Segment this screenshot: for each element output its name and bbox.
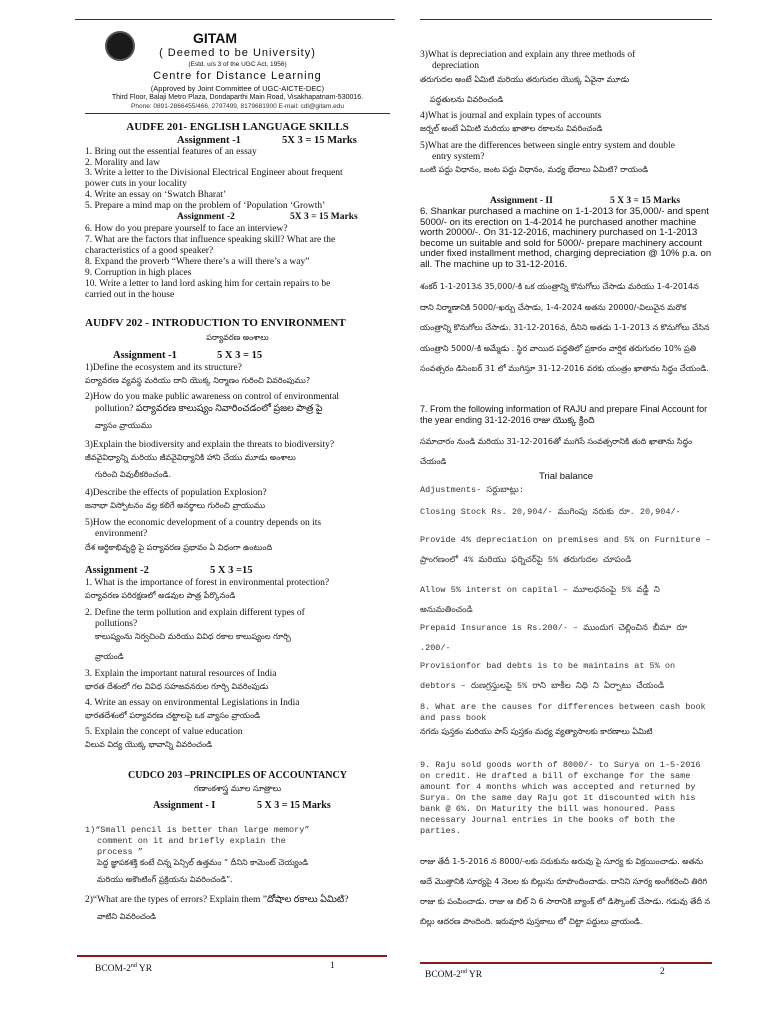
phone-line: Phone: 0891-2866455/466, 2797499, 8179681900 E-mail: cdl@gitam.edu bbox=[131, 103, 344, 110]
env-q5-te: దేశ ఆర్థికాభివృద్ధి పై పర్యావరణ ప్రభావం ఏ విధంగా ఉంటుంది bbox=[85, 543, 273, 552]
env-q1-te: పర్యావరణ వ్యవస్థ మరియు దాని యొక్క నిర్మాణం గురించి వివరింపుము? bbox=[85, 376, 311, 385]
r-q3a: 3)What is depreciation and explain any three methods of bbox=[420, 50, 636, 60]
header-rule bbox=[85, 113, 390, 114]
env-title-te: పర్యావరణ అంశాలు bbox=[206, 333, 269, 342]
footer-left-right: BCOM-2nd YR bbox=[425, 969, 483, 981]
acc-q2: 2)“What are the types of errors? Explain them ”దోషాల రకాలు ఏమిటి? bbox=[85, 895, 349, 905]
eng-q6: 6. How do you prepare yourself to face an interview? bbox=[85, 224, 288, 234]
env2-q2a: 2. Define the term pollution and explain different types of bbox=[85, 608, 305, 618]
env-q2b: pollution? పర్యావరణ కాలుష్యం నివారించడంలో ప్రజల పాత్ర పై bbox=[95, 404, 323, 414]
top-rule bbox=[75, 19, 395, 20]
r-a2: Assignment - II bbox=[490, 196, 553, 206]
address-line: Third Floor, Balaji Metro Plaza, Dondaparthi Main Road, Visakhapatnam-530016. bbox=[111, 94, 364, 101]
eng-q10a: 10. Write a letter to land lord asking him for certain repairs to be bbox=[85, 279, 331, 289]
acc-a1: Assignment - I bbox=[153, 800, 216, 811]
org-name: GITAM bbox=[193, 30, 238, 46]
eng-a2: Assignment -2 bbox=[177, 212, 235, 222]
centre-line: Centre for Distance Learning bbox=[153, 70, 322, 82]
acc-q1-te2: మరియు అకౌంటింగ్ ప్రక్రియను వివరించండి”. bbox=[97, 875, 233, 884]
eng-title: AUDFE 201- ENGLISH LANGUAGE SKILLS bbox=[126, 121, 349, 133]
estd-line: (Estd. u/s 3 of the UGC Act, 1956) bbox=[188, 61, 287, 68]
env-a2: Assignment -2 bbox=[85, 565, 149, 576]
env-title: AUDFV 202 - INTRODUCTION TO ENVIRONMENT bbox=[85, 317, 346, 329]
env2-q3-te: భారత దేశంలో గల వివిధ సహజవనరుల గూర్చి వివరింపుడు bbox=[85, 682, 269, 691]
eng-q5: 5. Prepare a mind map on the problem of ‘Population ‘Growth’ bbox=[85, 201, 326, 211]
acc-q1a: 1)“Small pencil is better than large memory” bbox=[85, 825, 310, 835]
env-q3-te1: జీవవైవిధ్యాన్ని మరియు జీవవైవిధ్యానికి హాని చేయు మూడు అంశాలు bbox=[85, 453, 296, 462]
r-q9-te: రాజు తేదీ 1-5-2016 న 8000/-లకు సరుకును అరువు పై సూర్య కు విక్రయించాడు. అతను అదే మొత్తానికి సూర్యపై 4 నెలల కు బిల్లును రూపొందించాడు. దానిని సూర్య అంగీకరించి తిరిగి రాజు కు పంపించాడు. రాజు ఆ బిల్ ని 6 సారానికి బ్యాంక్ లో డిస్కౌంట్ చేసాడు. గడువు తేదీ న బిల్లు ఆదరణ పొందింది. ఇరువూరి పుస్తకాలు లో చిట్టా పద్దులు వ్రాయండి. bbox=[420, 857, 711, 926]
eng-a2-marks: 5X 3 = 15 Marks bbox=[290, 212, 358, 222]
acc-q2-te: వాటిని వివరించండి bbox=[97, 912, 156, 921]
eng-q7b: characteristics of a good speaker? bbox=[85, 246, 214, 256]
left-page bbox=[85, 0, 390, 1024]
env-q5b: environment? bbox=[95, 529, 148, 539]
right-page bbox=[420, 0, 712, 1024]
eng-a1-marks: 5X 3 = 15 Marks bbox=[282, 135, 357, 146]
acc-q1b: comment on it and briefly explain the bbox=[97, 836, 286, 846]
env2-q1: 1. What is the importance of forest in environmental protection? bbox=[85, 578, 330, 588]
r-q7-te: సమాచారం నుండి మరియు 31-12-2016తో ముగిసే సంవత్సరానికి తుది ఖాతాను సిద్ధం చేయండి bbox=[420, 437, 693, 466]
env-a2-marks: 5 X 3 =15 bbox=[210, 565, 253, 576]
footer-rule bbox=[77, 955, 387, 957]
eng-q7a: 7. What are the factors that influence speaking skill? What are the bbox=[85, 235, 336, 245]
env2-q2-te2: వ్రాయండి bbox=[95, 652, 124, 661]
r-q6-te: శంకర్ 1-1-2013న 35,000/-కి ఒక యంత్రాన్ని కొనుగోలు చేసాడు మరియు 1-4-2014న దాని నిర్మాణానికి 5000/-ఖర్చు చేసాడు, 1-4-2024 అతను 20000/-విలువైన మరొక యంత్రాన్ని కొనుగోలు చేసాడు. 31-12-2016న, దీనిని అతడు 1-1-2013 న కొనుగోలు చేసిన యంత్రాని 5000/-కి అమ్మేడు . స్థిర వాయిద పద్ధతిలో ప్రకారం వార్షిక తరుగుదల 10% ప్రతి సంవత్సరం డిసెంబర్ 31 లో ముగిస్తూ 31-12-2016 వరకు యంత్రం ఖాతాను సిద్ధం చేయండి. bbox=[420, 282, 710, 373]
r-q6: 6. Shankar purchased a machine on 1-1-2013 for 35,000/- and spent 5000/- on its erection on 1-4-2014 he purchased another machine worth 20000/-. On 31-12-2016, machinery purchased on 1-1-2013 become un suitable and sold for 5000/- prepare machinery account under fixed installment method, charging depreciation @ 10% p.a. on all. The machine up to 31-12-2016. bbox=[420, 206, 712, 270]
env2-q5-te: విలువ విద్య యొక్క భావాన్ని వివరించండి bbox=[85, 740, 213, 749]
env-q4-te: జనాభా విస్పోటనం వల్ల కలిగే అనర్థాలు గురించి వ్రాయుము bbox=[85, 501, 266, 510]
r-q3b: depreciation bbox=[432, 61, 479, 71]
env-a1-marks: 5 X 3 = 15 bbox=[217, 350, 263, 361]
footer-left: BCOM-2nd YR bbox=[95, 963, 153, 975]
acc-a1-marks: 5 X 3 = 15 Marks bbox=[257, 800, 331, 811]
r-q4: 4)What is journal and explain types of accounts bbox=[420, 111, 602, 121]
env2-q2b: pollutions? bbox=[95, 619, 138, 629]
eng-q3a: 3. Write a letter to the Divisional Electrical Engineer about frequent bbox=[85, 168, 343, 178]
env-q3-te2: గురించి వివులీకరించండి. bbox=[95, 470, 172, 479]
env2-q1-te: పర్యావరణ పరిరక్షణలో అడవుల పాత్ర పేర్కొనండి bbox=[85, 591, 236, 600]
eng-q3b: power cuts in your locality bbox=[85, 179, 187, 189]
r-q3-te2: పద్ధతులను వివరించండి bbox=[430, 95, 504, 104]
eng-a1: Assignment -1 bbox=[177, 135, 241, 146]
adjustments: Adjustments- సర్దుబాట్లు: bbox=[420, 485, 524, 495]
r-q3-te1: తరుగుదల అంటే ఏమిటి మరియు తరుగుదల యొక్క ఏవైనా మూడు bbox=[420, 75, 630, 84]
eng-q10b: carried out in the house bbox=[85, 290, 175, 300]
approved-line: (Approved by Joint Committee of UGC-AICTE-DEC) bbox=[150, 84, 325, 93]
r-q7: 7. From the following information of RAJU and prepare Final Account for the year ending 31-12-2016 రాజు యొక్క క్రింది bbox=[420, 404, 708, 425]
acc-title: CUDCO 203 –PRINCIPLES OF ACCOUNTANCY bbox=[128, 770, 347, 781]
env2-q4-te: భారతదేశంలో పర్యావరణ చట్టాలపై ఒక వ్యాసం వ్రాయండి bbox=[85, 711, 261, 720]
top-rule-right bbox=[420, 19, 712, 20]
acc-title-te: గణాంకశాస్త్ర మూల సూత్రాలు bbox=[193, 784, 282, 793]
eng-q2: 2. Morality and law bbox=[85, 158, 160, 168]
env-q3: 3)Explain the biodiversity and explain the threats to biodiversity? bbox=[85, 440, 335, 450]
r-q4-te: జర్నల్ అంటే ఏమిటి మరియు ఖాతాల రకాలను వివరించండి bbox=[420, 124, 603, 133]
adj-3: Allow 5% interst on capital – మూలధనంపై 5% వడ్డీ ని అనుమతించండి bbox=[420, 585, 660, 615]
r-q5b: entry system? bbox=[432, 152, 485, 162]
eng-q4: 4. Write an essay on ‘Swatch Bharat’ bbox=[85, 190, 227, 200]
deemed-line: ( Deemed to be University) bbox=[159, 47, 316, 59]
r-a2-marks: 5 X 3 = 15 Marks bbox=[610, 196, 681, 206]
page-number-right: 2 bbox=[660, 967, 665, 977]
r-q9: 9. Raju sold goods worth of 8000/- to Surya on 1-5-2016 on credit. He drafted a bill of exchange for the same amount for 4 months which was accepted and returned by Surya. On the same day Raju got it discounted with his bank @ 6%. On Maturity the bill was honoured. Pass necessary Journal entries in the books of both the parties. bbox=[420, 760, 701, 836]
eng-q9: 9. Corruption in high places bbox=[85, 268, 192, 278]
env-q1: 1)Define the ecosystem and its structure? bbox=[85, 363, 242, 373]
env-q4: 4)Describe the effects of population Explosion? bbox=[85, 488, 267, 498]
page-number: 1 bbox=[330, 961, 335, 971]
env2-q2-te1: కాలుష్యంను నిర్వచించి మరియు వివిధ రకాల కాలుష్యంల గూర్చి bbox=[95, 632, 291, 641]
acc-q1c: process ” bbox=[97, 847, 143, 857]
env-q2a: 2)How do you make public awareness on control of environmental bbox=[85, 392, 340, 402]
r-q8: 8. What are the causes for differences between cash book and pass book bbox=[420, 702, 706, 723]
env-q2-te: వ్యాసం వ్రాయుము bbox=[95, 421, 152, 430]
trial-balance: Trial balance bbox=[538, 471, 594, 482]
footer-rule-right bbox=[420, 962, 712, 964]
env-q5a: 5)How the economic development of a country depends on its bbox=[85, 518, 322, 528]
acc-q1-te1: పెద్ద జ్ఞాపకశక్తి కంటే చిన్న పెన్సిల్ ఉత్తమం ” దీనిని కామెంట్ చెయ్యండి bbox=[97, 858, 309, 867]
adj-1: Closing Stock Rs. 20,904/- ముగింపు నరుకు రూ. 20,904/- bbox=[420, 507, 681, 517]
eng-q1: 1. Bring out the essential features of an essay bbox=[85, 147, 257, 157]
r-q5a: 5)What are the differences between single entry system and double bbox=[420, 141, 675, 151]
r-q5-te: ఒంటి పద్దు విధానం, జంట పద్దు విధానం, మధ్య భేదాలు ఏమిటి? రాయండి bbox=[420, 165, 649, 174]
env2-q5: 5. Explain the concept of value education bbox=[85, 727, 243, 737]
env-a1: Assignment -1 bbox=[113, 350, 177, 361]
adj-5: Provisionfor bad debts is to be maintains at 5% on debtors – రుణగ్రస్తులపై 5% రాని బాకీల నిధి ని ఏర్పాటు చేయండి bbox=[420, 661, 676, 691]
adj-4: Prepaid Insurance is Rs.200/- – ముందుగ చెల్లించిన బీమా రూ .200/- bbox=[420, 623, 688, 653]
adj-2: Provide 4% depreciation on premises and 5% on Furniture – ప్రాంగణంలో 4% మరియు ఫర్నిచర్‌పై 5% తరుగుదల చూపండి bbox=[420, 535, 711, 565]
r-q8-te: నగదు పుస్తకం మరియు పాస్ పుస్తకం మధ్య వ్యత్యాసాలకు కారణాలు ఏమిటి bbox=[420, 727, 653, 736]
env2-q3: 3. Explain the important natural resources of India bbox=[85, 669, 277, 679]
env2-q4: 4. Write an essay on environmental Legislations in India bbox=[85, 698, 300, 708]
eng-q8: 8. Expand the proverb “Where there’s a will there’s a way” bbox=[85, 257, 310, 267]
